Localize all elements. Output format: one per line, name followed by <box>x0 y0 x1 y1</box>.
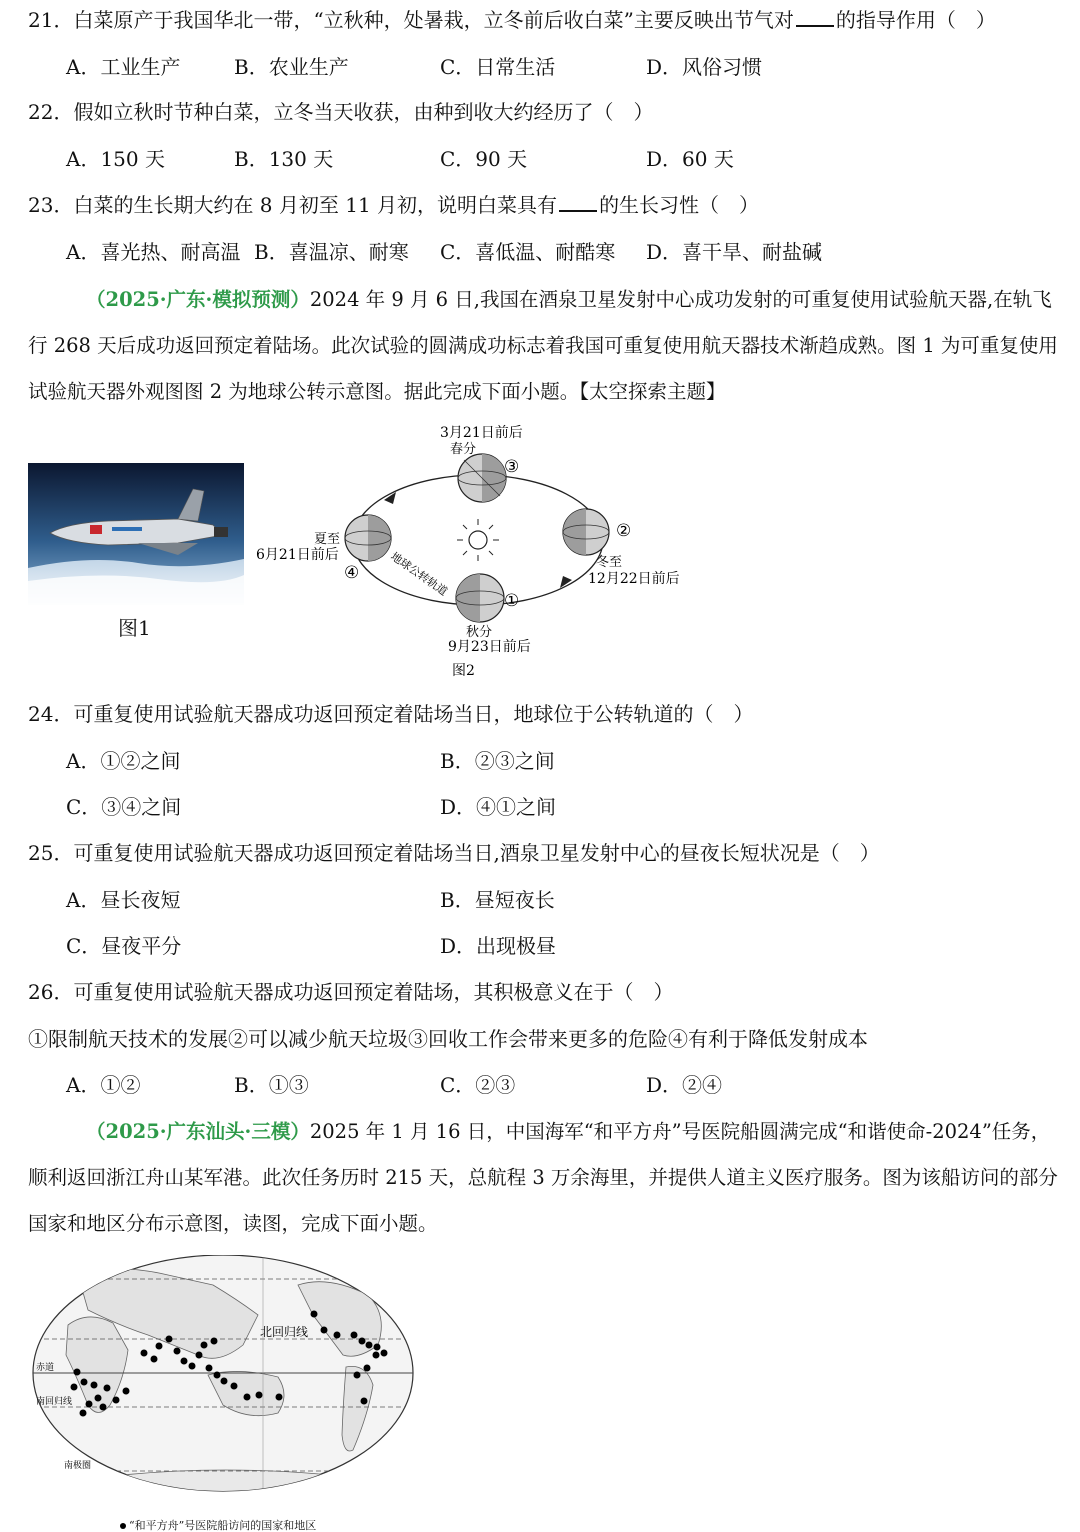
location-dot <box>74 1369 81 1376</box>
option-a: A．昼长夜短 <box>66 888 181 912</box>
location-dot <box>196 1352 203 1359</box>
question-23-text-b: 的生长习性（ ） <box>599 193 760 217</box>
option-c: C．②③ <box>440 1073 516 1097</box>
location-dot <box>100 1404 107 1411</box>
question-22-options <box>66 145 1080 173</box>
spacecraft-photo <box>28 463 244 605</box>
option-c: C．昼夜平分 <box>66 934 182 958</box>
location-dot <box>71 1384 78 1391</box>
label-right-date: 12月22日前后 <box>588 571 680 587</box>
passage-2-source: （2025·广东汕头·三模） <box>86 1120 310 1143</box>
location-dot <box>206 1365 213 1372</box>
earth-winter <box>563 509 609 555</box>
option-d: D．喜干旱、耐盐碱 <box>646 240 823 264</box>
question-24-options-row-2 <box>66 793 1080 821</box>
location-dot <box>189 1363 196 1370</box>
question-26-options <box>66 1071 1080 1099</box>
option-c: C．③④之间 <box>66 795 182 819</box>
location-dot <box>95 1395 102 1402</box>
location-dot <box>321 1327 328 1334</box>
label-left-term: 夏至 <box>314 532 341 547</box>
label-bottom-date: 9月23日前后 <box>448 639 531 655</box>
option-d: D．60 天 <box>646 147 734 171</box>
location-dot <box>201 1342 208 1349</box>
option-b: B．②③之间 <box>440 749 555 773</box>
option-b: B．喜温凉、耐寒 <box>254 240 409 264</box>
question-25-stem: 25．可重复使用试验航天器成功返回预定着陆场当日,酒泉卫星发射中心的昼夜长短状况是（ ） <box>28 841 880 865</box>
location-dot <box>311 1311 318 1318</box>
question-24-stem: 24．可重复使用试验航天器成功返回预定着陆场当日，地球位于公转轨道的（ ） <box>28 702 754 726</box>
question-23-stem <box>28 191 759 219</box>
location-dot <box>214 1372 221 1379</box>
location-dot <box>351 1332 358 1339</box>
label-top-term: 春分 <box>450 442 477 457</box>
question-26-statements: ①限制航天技术的发展②可以减少航天垃圾③回收工作会带来更多的危险④有利于降低发射成本 <box>28 1027 868 1051</box>
location-dot <box>211 1338 218 1345</box>
location-dot <box>86 1401 93 1408</box>
label-right-term: 冬至 <box>596 555 623 570</box>
marker-4: ④ <box>344 563 360 583</box>
option-c: C．90 天 <box>440 147 528 171</box>
option-b: B．昼短夜长 <box>440 888 555 912</box>
location-dot <box>181 1358 188 1365</box>
figure-2-caption: 图2 <box>452 663 475 679</box>
location-dot <box>359 1338 366 1345</box>
label-tropic-capricorn: 南回归线 <box>36 1397 73 1407</box>
question-25-options <box>66 886 1080 914</box>
location-dot <box>104 1385 111 1392</box>
marker-3: ③ <box>504 457 520 477</box>
map-legend <box>120 1520 316 1531</box>
location-dot <box>381 1350 388 1357</box>
map-legend-label: “和平方舟”号医院船访问的国家和地区 <box>129 1519 317 1532</box>
location-dot <box>141 1350 148 1357</box>
question-21-options <box>66 53 1080 81</box>
location-dot <box>91 1382 98 1389</box>
location-dot <box>166 1336 173 1343</box>
earth-autumn <box>456 574 504 622</box>
option-b: B．①③ <box>234 1073 309 1097</box>
label-tropic-cancer: 北回归线 <box>260 1325 309 1339</box>
marker-2: ② <box>616 521 632 541</box>
option-c: C．喜低温、耐酷寒 <box>440 240 616 264</box>
passage-1-text: 2024 年 9 月 6 日,我国在酒泉卫星发射中心成功发射的可重复使用试验航天器,在轨飞行 268 天后成功返回预定着陆场。此次试验的圆满成功标志着我国可重复使用航天器技术渐趋成熟。图 1 为可重复使用试验航天器外观图图 2 为地球公转示意图。据此完成下面小题。【太空探索主题】 <box>28 288 1058 403</box>
question-23-options <box>66 238 1080 266</box>
world-map <box>28 1255 418 1517</box>
option-d: D．②④ <box>646 1073 723 1097</box>
location-dot <box>113 1397 120 1404</box>
location-dot <box>366 1342 373 1349</box>
question-26-stem: 26．可重复使用试验航天器成功返回预定着陆场，其积极意义在于（ ） <box>28 980 674 1004</box>
label-antarctic-circle: 南极圈 <box>64 1461 92 1471</box>
earth-revolution-diagram <box>250 420 700 680</box>
location-dot <box>364 1365 371 1372</box>
option-a: A．150 天 <box>66 147 165 171</box>
question-21-text-b: 的指导作用（ ） <box>835 8 996 32</box>
label-orbit: 地球公转轨道 <box>388 549 450 599</box>
location-dot <box>354 1372 361 1379</box>
option-b: B．130 天 <box>234 147 334 171</box>
marker-1: ① <box>504 591 520 611</box>
location-dot <box>334 1332 341 1339</box>
location-dot <box>231 1383 238 1390</box>
earth-spring <box>458 454 506 502</box>
label-bottom-term: 秋分 <box>466 625 493 640</box>
option-a: A．①②之间 <box>66 749 181 773</box>
fill-blank <box>796 7 834 27</box>
location-dot <box>221 1378 228 1385</box>
option-a: A．喜光热、耐高温 <box>66 240 241 264</box>
passage-1-source: （2025·广东·模拟预测） <box>86 288 310 311</box>
label-top-date: 3月21日前后 <box>440 425 523 441</box>
location-dot <box>256 1392 263 1399</box>
option-d: D．出现极昼 <box>440 934 557 958</box>
label-equator: 赤道 <box>36 1363 55 1373</box>
fill-blank <box>559 192 597 212</box>
question-23-text-a: 23．白菜的生长期大约在 8 月初至 11 月初，说明白菜具有 <box>28 193 558 217</box>
location-dot <box>276 1394 283 1401</box>
question-21-stem <box>28 6 996 34</box>
label-left-date: 6月21日前后 <box>256 547 339 563</box>
legend-dot <box>120 1523 126 1529</box>
figure-1-caption: 图1 <box>118 616 151 640</box>
location-dot <box>174 1348 181 1355</box>
question-22-stem: 22．假如立秋时节种白菜，立冬当天收获，由种到收大约经历了（ ） <box>28 100 654 124</box>
location-dot <box>81 1379 88 1386</box>
question-24-options <box>66 747 1080 775</box>
passage-2 <box>28 1109 1062 1247</box>
option-a: A．工业生产 <box>66 55 181 79</box>
question-25-options-row-2 <box>66 932 1080 960</box>
option-d: D．④①之间 <box>440 795 557 819</box>
option-c: C．日常生活 <box>440 55 556 79</box>
location-dot <box>361 1398 368 1405</box>
option-d: D．风俗习惯 <box>646 55 763 79</box>
location-dot <box>151 1356 158 1363</box>
passage-1 <box>28 277 1062 415</box>
option-a: A．①② <box>66 1073 141 1097</box>
location-dot <box>156 1343 163 1350</box>
location-dot <box>373 1352 380 1359</box>
location-dot <box>123 1388 130 1395</box>
question-21-text-a: 21．白菜原产于我国华北一带，“立秋种，处暑栽，立冬前后收白菜”主要反映出节气对 <box>28 8 794 32</box>
option-b: B．农业生产 <box>234 55 349 79</box>
passage-2-text: 2025 年 1 月 16 日，中国海军“和平方舟”号医院船圆满完成“和谐使命-2024”任务，顺利返回浙江舟山某军港。此次任务历时 215 天，总航程 3 万余海里，并提供人道主义医疗服务。图为该船访问的部分国家和地区分布示意图，读图，完成下面小题。 <box>28 1120 1058 1235</box>
location-dot <box>244 1394 251 1401</box>
earth-summer <box>345 515 391 561</box>
location-dot <box>374 1344 381 1351</box>
location-dot <box>80 1410 87 1417</box>
